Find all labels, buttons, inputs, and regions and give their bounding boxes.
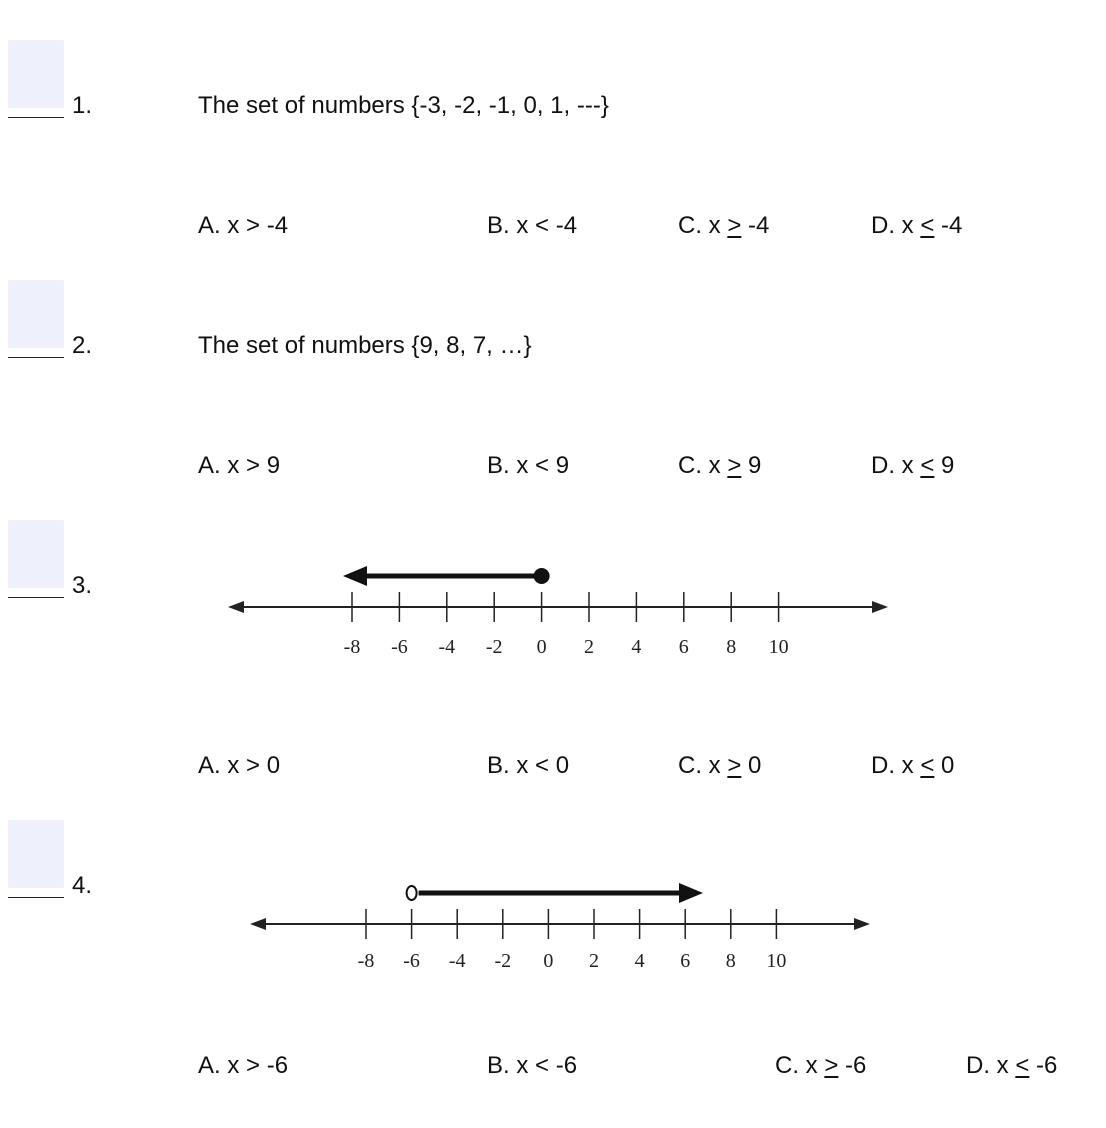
tick-label: 4	[631, 636, 642, 658]
open-endpoint-circle	[407, 886, 417, 900]
tick-label: 0	[543, 950, 554, 972]
tick-label: 0	[536, 636, 547, 658]
option-4c: C. x > -6	[775, 1052, 867, 1079]
question-number-4: 4.	[72, 872, 93, 899]
tick-label: 8	[726, 636, 737, 658]
question-number-2: 2.	[72, 332, 93, 359]
tick-label: 8	[725, 950, 736, 972]
option-4a: A. x > -6	[198, 1052, 289, 1079]
tick-label: 6	[680, 950, 691, 972]
tick-label: 4	[634, 950, 645, 972]
tick-label: -6	[403, 950, 420, 972]
question-number-3: 3.	[72, 572, 93, 599]
question-number-1: 1.	[72, 92, 93, 119]
option-1b: B. x < -4	[487, 212, 578, 239]
tick-label: 6	[678, 636, 689, 658]
option-2c: C. x > 9	[678, 452, 762, 479]
tick-label: 2	[584, 636, 594, 658]
axis-arrow-right	[854, 918, 870, 930]
question-text-1: The set of numbers {-3, -2, -1, 0, 1, ---}	[198, 92, 609, 119]
tick-label: -2	[494, 950, 512, 972]
tick-label: 10	[768, 636, 789, 658]
option-3d: D. x < 0	[871, 752, 955, 779]
option-3b: B. x < 0	[487, 752, 570, 779]
tick-label: -2	[485, 636, 503, 658]
option-2a: A. x > 9	[198, 452, 281, 479]
option-3c: C. x > 0	[678, 752, 762, 779]
option-1a: A. x > -4	[198, 212, 289, 239]
tick-label: -4	[448, 950, 466, 972]
tick-label: -8	[343, 636, 361, 658]
option-1c: C. x > -4	[678, 212, 770, 239]
tick-label: 10	[766, 950, 787, 972]
question-text-2: The set of numbers {9, 8, 7, …}	[198, 332, 532, 359]
option-2b: B. x < 9	[487, 452, 570, 479]
tick-label: 2	[589, 950, 599, 972]
tick-label: -4	[438, 636, 456, 658]
option-4d: D. x < -6	[966, 1052, 1058, 1079]
option-1d: D. x < -4	[871, 212, 963, 239]
axis-arrow-left	[250, 918, 266, 930]
option-3a: A. x > 0	[198, 752, 281, 779]
solution-arrowhead	[679, 883, 703, 903]
tick-label: -8	[357, 950, 375, 972]
option-4b: B. x < -6	[487, 1052, 578, 1079]
tick-label: -6	[391, 636, 408, 658]
option-2d: D. x < 9	[871, 452, 955, 479]
